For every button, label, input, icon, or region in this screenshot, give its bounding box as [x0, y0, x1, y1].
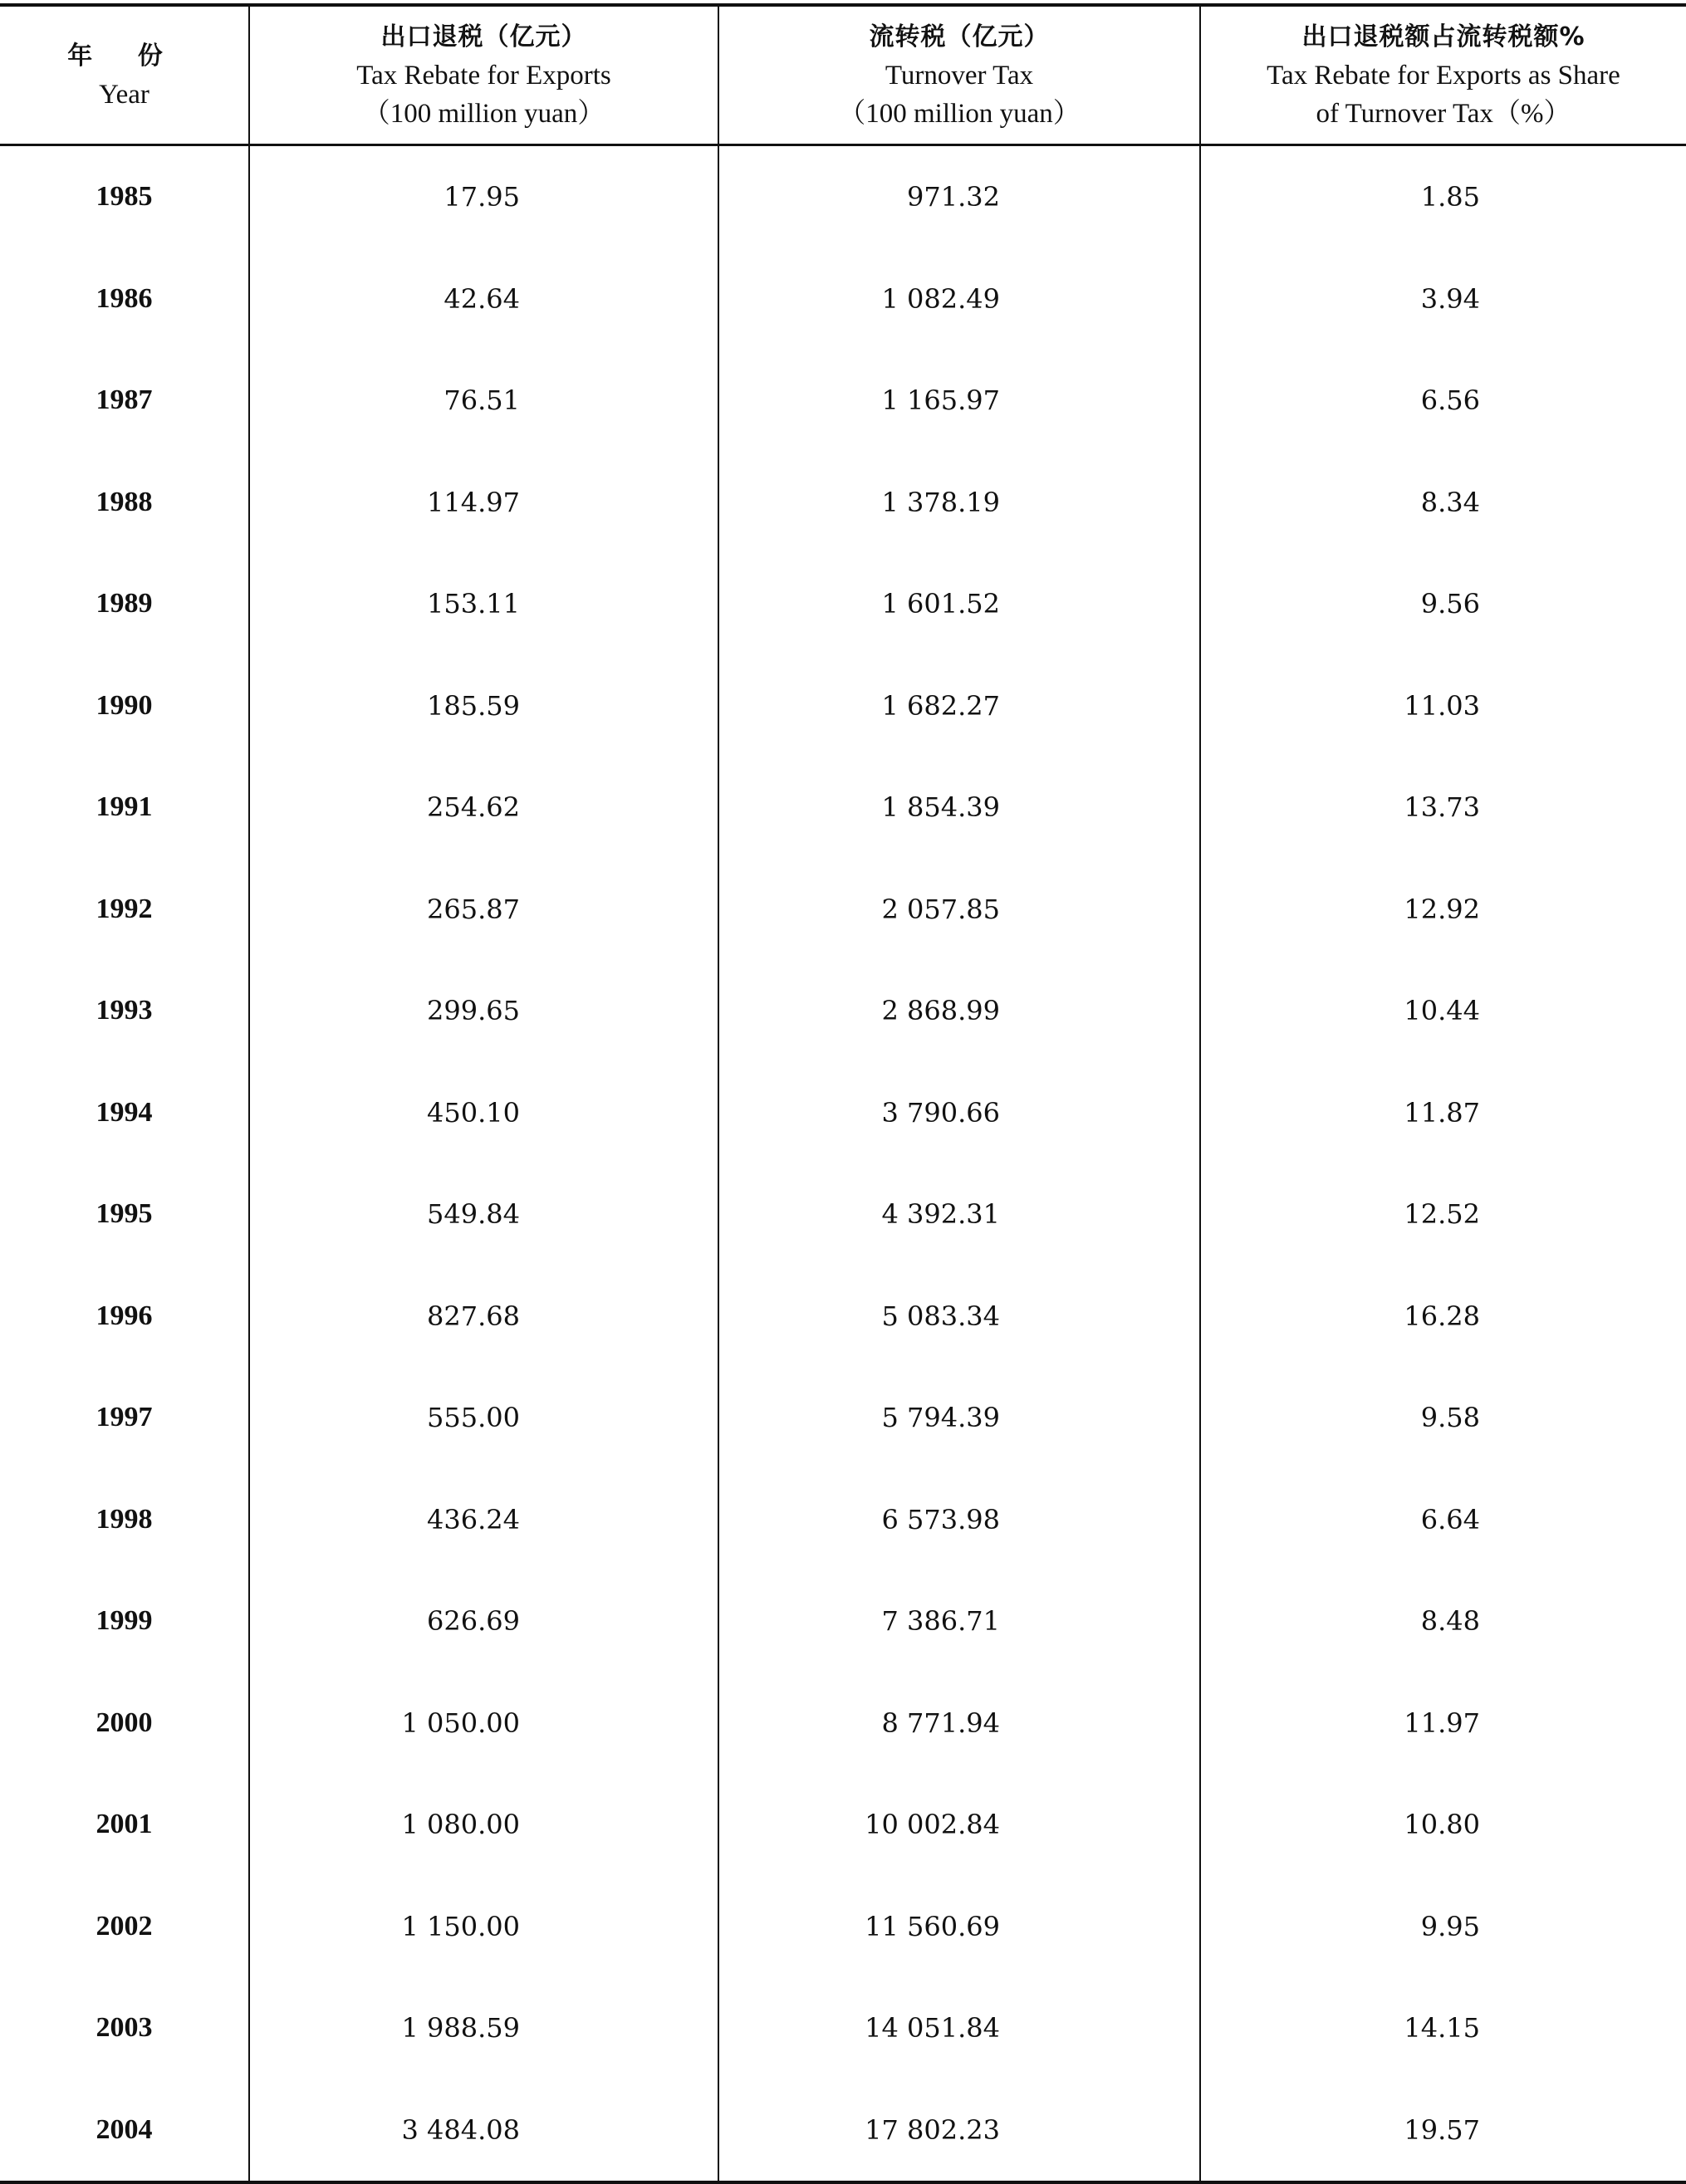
year-cell: 1994	[96, 1096, 153, 1128]
year-cell: 1997	[96, 1402, 153, 1433]
header-year	[0, 5, 249, 145]
turnover-cell: 10 002.84	[718, 1774, 1200, 1876]
header-share-en2: of Turnover Tax（%）	[1316, 98, 1571, 129]
header-share-zh: 出口退税额占流转税额%	[1301, 22, 1586, 51]
header-rebate	[249, 5, 718, 145]
rebate-cell: 185.59	[249, 655, 718, 757]
share-cell: 16.28	[1200, 1266, 1686, 1368]
header-year-en: Year	[99, 79, 149, 110]
share-cell: 11.87	[1200, 1062, 1686, 1164]
table-row	[0, 1163, 1686, 1266]
turnover-cell: 6 573.98	[718, 1469, 1200, 1571]
share-cell: 19.57	[1200, 2079, 1686, 2183]
turnover-cell: 2 868.99	[718, 960, 1200, 1062]
header-turnover-en2: （100 million yuan）	[838, 98, 1081, 129]
table-row	[0, 1672, 1686, 1775]
share-cell: 10.44	[1200, 960, 1686, 1062]
year-cell: 1993	[96, 995, 153, 1026]
share-cell: 9.56	[1200, 553, 1686, 655]
turnover-cell: 1 165.97	[718, 350, 1200, 452]
rebate-cell: 254.62	[249, 757, 718, 859]
share-cell: 12.92	[1200, 859, 1686, 961]
year-cell: 2001	[96, 1809, 153, 1840]
rebate-cell: 42.64	[249, 248, 718, 350]
year-cell: 1985	[96, 181, 153, 213]
table-row	[0, 1774, 1686, 1876]
rebate-cell: 17.95	[249, 145, 718, 248]
table-row	[0, 960, 1686, 1062]
header-share	[1200, 5, 1686, 145]
table-header-row	[0, 5, 1686, 145]
header-turnover-zh: 流转税（亿元）	[869, 22, 1050, 51]
share-cell: 6.64	[1200, 1469, 1686, 1571]
table-body	[0, 145, 1686, 2183]
share-cell: 10.80	[1200, 1774, 1686, 1876]
turnover-cell: 3 790.66	[718, 1062, 1200, 1164]
turnover-cell: 17 802.23	[718, 2079, 1200, 2183]
year-cell: 2002	[96, 1910, 153, 1942]
table-row	[0, 553, 1686, 655]
turnover-cell: 4 392.31	[718, 1163, 1200, 1266]
header-rebate-en1: Tax Rebate for Exports	[356, 60, 611, 91]
table-row	[0, 1977, 1686, 2079]
header-year-zh: 年 份	[67, 41, 181, 71]
table-row	[0, 655, 1686, 757]
year-cell: 2000	[96, 1707, 153, 1738]
table-row	[0, 1367, 1686, 1469]
turnover-cell: 1 854.39	[718, 757, 1200, 859]
share-cell: 8.34	[1200, 452, 1686, 554]
share-cell: 11.97	[1200, 1672, 1686, 1775]
table-row	[0, 1876, 1686, 1978]
turnover-cell: 1 378.19	[718, 452, 1200, 554]
turnover-cell: 7 386.71	[718, 1570, 1200, 1672]
rebate-cell: 549.84	[249, 1163, 718, 1266]
table-row	[0, 2079, 1686, 2183]
year-cell: 2004	[0, 2079, 249, 2183]
year-cell: 2003	[96, 2012, 153, 2044]
share-cell: 13.73	[1200, 757, 1686, 859]
share-cell: 9.95	[1200, 1876, 1686, 1978]
turnover-cell: 971.32	[718, 145, 1200, 248]
table-row	[0, 757, 1686, 859]
share-cell: 1.85	[1200, 145, 1686, 248]
tax-rebate-table	[0, 3, 1686, 2184]
year-cell: 1996	[96, 1300, 153, 1331]
turnover-cell: 5 794.39	[718, 1367, 1200, 1469]
table-row	[0, 452, 1686, 554]
turnover-cell: 2 057.85	[718, 859, 1200, 961]
header-share-en1: Tax Rebate for Exports as Share	[1267, 60, 1620, 91]
turnover-cell: 14 051.84	[718, 1977, 1200, 2079]
rebate-cell: 265.87	[249, 859, 718, 961]
header-rebate-zh: 出口退税（亿元）	[380, 22, 587, 51]
turnover-cell: 1 082.49	[718, 248, 1200, 350]
year-cell: 1999	[96, 1605, 153, 1637]
rebate-cell: 114.97	[249, 452, 718, 554]
turnover-cell: 1 601.52	[718, 553, 1200, 655]
table-row	[0, 248, 1686, 350]
rebate-cell: 76.51	[249, 350, 718, 452]
year-cell: 1988	[96, 486, 153, 517]
rebate-cell: 1 988.59	[249, 1977, 718, 2079]
header-turnover-en1: Turnover Tax	[885, 60, 1034, 91]
rebate-cell: 827.68	[249, 1266, 718, 1368]
year-cell: 1995	[96, 1198, 153, 1230]
share-cell: 6.56	[1200, 350, 1686, 452]
rebate-cell: 1 080.00	[249, 1774, 718, 1876]
rebate-cell: 436.24	[249, 1469, 718, 1571]
rebate-cell: 555.00	[249, 1367, 718, 1469]
rebate-cell: 1 050.00	[249, 1672, 718, 1775]
rebate-cell: 1 150.00	[249, 1876, 718, 1978]
header-rebate-en2: （100 million yuan）	[362, 98, 605, 129]
share-cell: 3.94	[1200, 248, 1686, 350]
rebate-cell: 450.10	[249, 1062, 718, 1164]
turnover-cell: 8 771.94	[718, 1672, 1200, 1775]
year-cell: 1992	[96, 893, 153, 924]
year-cell: 1987	[96, 384, 153, 416]
table-row	[0, 859, 1686, 961]
year-cell: 1991	[96, 791, 153, 823]
share-cell: 9.58	[1200, 1367, 1686, 1469]
table-row	[0, 1062, 1686, 1164]
rebate-cell: 3 484.08	[249, 2079, 718, 2183]
table-row	[0, 1570, 1686, 1672]
rebate-cell: 299.65	[249, 960, 718, 1062]
year-cell: 1998	[96, 1503, 153, 1535]
header-turnover	[718, 5, 1200, 145]
share-cell: 11.03	[1200, 655, 1686, 757]
year-cell: 1989	[96, 588, 153, 619]
share-cell: 8.48	[1200, 1570, 1686, 1672]
rebate-cell: 153.11	[249, 553, 718, 655]
table-row	[0, 1469, 1686, 1571]
table-row	[0, 350, 1686, 452]
year-cell: 1986	[96, 282, 153, 314]
share-cell: 12.52	[1200, 1163, 1686, 1266]
table-row	[0, 1266, 1686, 1368]
turnover-cell: 11 560.69	[718, 1876, 1200, 1978]
table-row	[0, 145, 1686, 248]
turnover-cell: 5 083.34	[718, 1266, 1200, 1368]
year-cell: 1990	[96, 689, 153, 721]
share-cell: 14.15	[1200, 1977, 1686, 2079]
turnover-cell: 1 682.27	[718, 655, 1200, 757]
rebate-cell: 626.69	[249, 1570, 718, 1672]
